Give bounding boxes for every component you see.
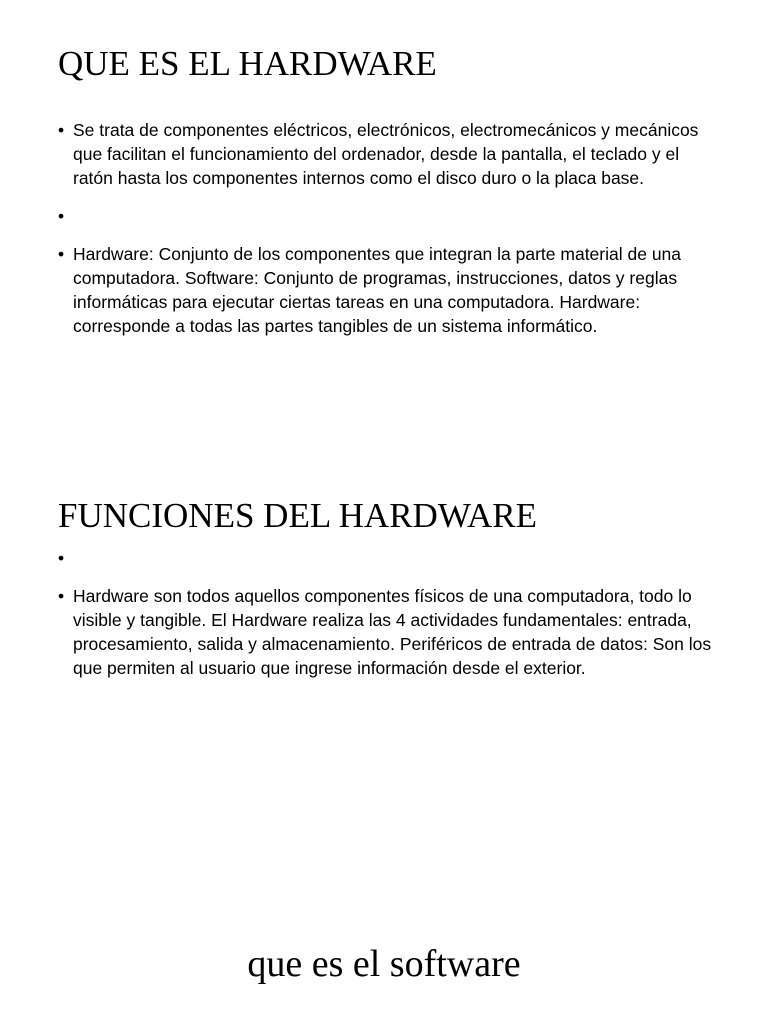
bullet-item (58, 584, 718, 680)
bullet-list (58, 546, 718, 680)
slide-title: FUNCIONES DEL HARDWARE (58, 496, 537, 535)
bullet-icon: • (58, 548, 65, 568)
bullet-icon: • (58, 586, 65, 606)
slide-title: QUE ES EL HARDWARE (58, 44, 437, 83)
bullet-icon: • (58, 120, 65, 140)
slide-title-que-es-el-software: que es el software (247, 943, 521, 985)
bullet-item (58, 546, 718, 570)
bullet-text: Se trata de componentes eléctricos, electrónicos, electromecánicos y mecánicos que facilitan el funcionamiento del ordenador, desde la pantalla, el teclado y el ratón hasta los componentes internos como el disco duro o la placa base. (73, 120, 699, 188)
bullet-icon: • (58, 244, 65, 264)
bullet-text: Hardware: Conjunto de los componentes que integran la parte material de una computadora. Software: Conjunto de programas, instrucciones, datos y reglas informáticas para ejecutar ciertas tareas en una computadora. Hardware: corresponde a todas las partes tangibles de un sistema informático. (73, 244, 682, 336)
bullet-icon: • (58, 206, 65, 226)
bullet-text: Hardware son todos aquellos componentes físicos de una computadora, todo lo visible y tangible. El Hardware realiza las 4 actividades fundamentales: entrada, procesamiento, salida y almacenamiento. Periféricos de entrada de datos: Son los que permiten al usuario que ingrese información desde el exterior. (73, 586, 712, 678)
